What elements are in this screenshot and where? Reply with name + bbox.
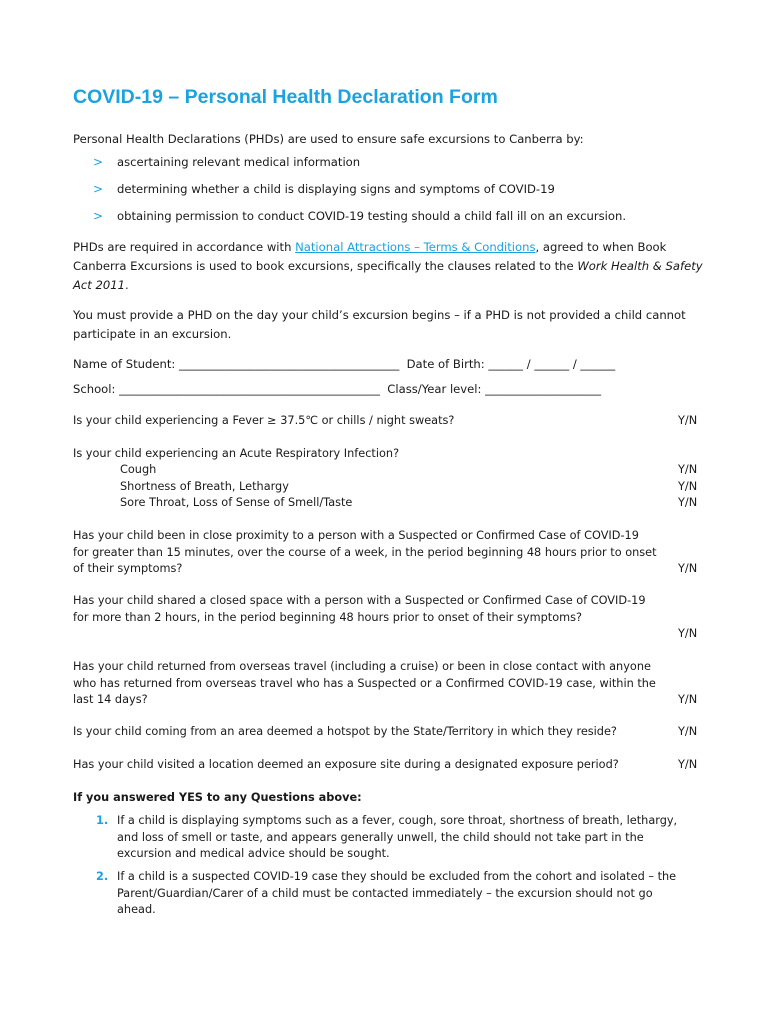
question-exposure: Has your child visited a location deemed an exposure site during a designated exposure period?: [73, 758, 619, 771]
school-class-field-row[interactable]: School: _____________________________________________ Class/Year level: ____________________: [73, 382, 602, 396]
symptom-throat: Sore Throat, Loss of Sense of Smell/Taste: [120, 496, 353, 509]
answer-exposure[interactable]: Y/N: [678, 758, 698, 771]
answer-breath[interactable]: Y/N: [678, 480, 698, 493]
purpose-list: [93, 152, 626, 233]
list-item: 2. If a child is a suspected COVID-19 case they should be excluded from the cohort and isolated – the Parent/Guardian/Carer of a child must be contacted immediately – the excursion should not go ahead.: [96, 870, 677, 916]
chevron-right-icon: >: [93, 209, 104, 223]
yes-instructions-heading: If you answered YES to any Questions above:: [73, 791, 362, 804]
list-item: 1. If a child is displaying symptoms such as a fever, cough, sore throat, shortness of breath, lethargy, and loss of smell or taste, and appears generally unwell, the child should not take part in the excursion and medical advice should be sought.: [96, 814, 678, 860]
answer-hotspot[interactable]: Y/N: [678, 725, 698, 738]
answer-closed-space[interactable]: Y/N: [678, 627, 698, 640]
chevron-right-icon: >: [93, 182, 104, 196]
phd-requirement-paragraph: PHDs are required in accordance with National Attractions – Terms & Conditions, agreed to when Book Canberra Excursions is used to book excursions, specifically the clauses related to the Work Health & Safety Act 2011.: [73, 240, 703, 292]
list-item: > obtaining permission to conduct COVID-19 testing should a child fall ill on an excursion.: [93, 206, 626, 233]
name-dob-field-row[interactable]: Name of Student: ______________________________________ Date of Birth: ______ / ______ / ______: [73, 357, 616, 371]
answer-throat[interactable]: Y/N: [678, 496, 698, 509]
question-respiratory: Is your child experiencing an Acute Respiratory Infection?: [73, 447, 400, 460]
question-proximity: Has your child been in close proximity to a person with a Suspected or Confirmed Case of COVID-19 for greater than 15 minutes, over the course of a week, in the period beginning 48 hours prior to onset of their symptoms?: [73, 529, 657, 575]
symptom-cough: Cough: [120, 463, 157, 476]
terms-conditions-link[interactable]: National Attractions – Terms & Conditions: [295, 240, 536, 254]
answer-proximity[interactable]: Y/N: [678, 562, 698, 575]
symptom-breath: Shortness of Breath, Lethargy: [120, 480, 289, 493]
answer-overseas[interactable]: Y/N: [678, 693, 698, 706]
list-item: > ascertaining relevant medical information: [93, 152, 626, 179]
question-closed-space: Has your child shared a closed space with a person with a Suspected or Confirmed Case of COVID-19 for more than 2 hours, in the period beginning 48 hours prior to onset of their symptoms?: [73, 594, 646, 624]
list-item: > determining whether a child is displaying signs and symptoms of COVID-19: [93, 179, 626, 206]
answer-fever[interactable]: Y/N: [678, 414, 698, 427]
yes-instructions-list-2: [96, 869, 687, 919]
must-provide-paragraph: You must provide a PHD on the day your child’s excursion begins – if a PHD is not provided a child cannot participate in an excursion.: [73, 308, 686, 341]
yes-instructions-list: [96, 813, 687, 863]
form-title: COVID-19 – Personal Health Declaration Form: [73, 86, 498, 108]
question-hotspot: Is your child coming from an area deemed a hotspot by the State/Territory in which they reside?: [73, 725, 617, 738]
answer-cough[interactable]: Y/N: [678, 463, 698, 476]
intro-text: Personal Health Declarations (PHDs) are used to ensure safe excursions to Canberra by:: [73, 132, 584, 146]
question-overseas: Has your child returned from overseas travel (including a cruise) or been in close contact with anyone who has returned from overseas travel who has a Suspected or a Confirmed COVID-19 case, within the last 14 days?: [73, 660, 656, 706]
question-fever: Is your child experiencing a Fever ≥ 37.5℃ or chills / night sweats?: [73, 414, 455, 427]
chevron-right-icon: >: [93, 155, 104, 169]
